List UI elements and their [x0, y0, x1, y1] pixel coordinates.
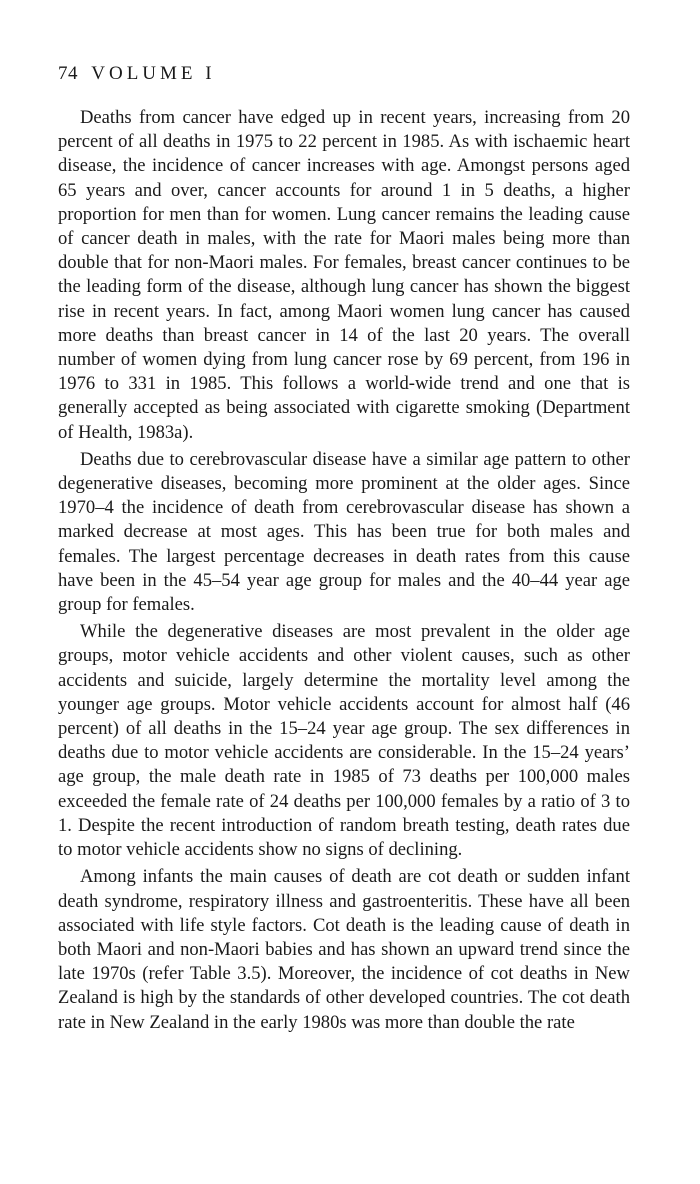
body-text	[58, 106, 630, 1038]
running-head	[58, 62, 216, 86]
page-number: 74	[58, 63, 78, 84]
volume-label: VOLUME I	[91, 63, 216, 84]
paragraph-motor-vehicle-accidents: While the degenerative diseases are most prevalent in the older age groups, motor vehicle accidents and other violent causes, such as other accidents and suicide, largely determine the mortality level among the younger age groups. Motor vehicle accidents account for almost half (46 percent) of all deaths in the 15–24 year age group. The sex differences in deaths due to motor vehicle accidents are considerable. In the 15–24 years’ age group, the male death rate in 1985 of 73 deaths per 100,000 males exceeded the female rate of 24 deaths per 100,000 females by a ratio of 3 to 1. Despite the recent introduction of random breath testing, death rates due to motor vehicle accidents show no signs of declining.	[58, 621, 630, 861]
paragraph-cerebrovascular-deaths: Deaths due to cerebrovascular disease have a similar age pattern to other degenerative diseases, becoming more prominent at the older ages. Since 1970–4 the incidence of death from cerebrovascular disease has shown a marked decrease at most ages. This has been true for both males and females. The largest percentage decreases in death rates from this cause have been in the 45–54 year age group for males and the 40–44 year age group for females.	[58, 448, 630, 616]
paragraph-infant-deaths: Among infants the main causes of death are cot death or sudden infant death syndrome, respiratory illness and gastroenteritis. These have all been associated with life style factors. Cot death is the leading cause of death in both Maori and non-Maori babies and has shown an upward trend since the late 1970s (refer Table 3.5). Moreover, the incidence of cot deaths in New Zealand is high by the standards of other developed countries. The cot death rate in New Zealand in the early 1980s was more than double the rate	[58, 866, 630, 1033]
paragraph-cancer-deaths: Deaths from cancer have edged up in recent years, increasing from 20 percent of all deaths in 1975 to 22 percent in 1985. As with ischaemic heart disease, the incidence of cancer increases with age. Amongst persons aged 65 years and over, cancer accounts for around 1 in 5 deaths, a higher proportion for men than for women. Lung cancer remains the leading cause of cancer death in males, with the rate for Maori males being more than double that for non-Maori males. For females, breast cancer continues to be the leading form of the disease, although lung cancer has shown the biggest rise in recent years. In fact, among Maori women lung cancer has caused more deaths than breast cancer in 14 of the last 20 years. The overall number of women dying from lung cancer rose by 69 percent, from 196 in 1976 to 331 in 1985. This follows a world-wide trend and one that is generally accepted as being associated with cigarette smoking (Department of Health, 1983a).	[58, 107, 630, 443]
